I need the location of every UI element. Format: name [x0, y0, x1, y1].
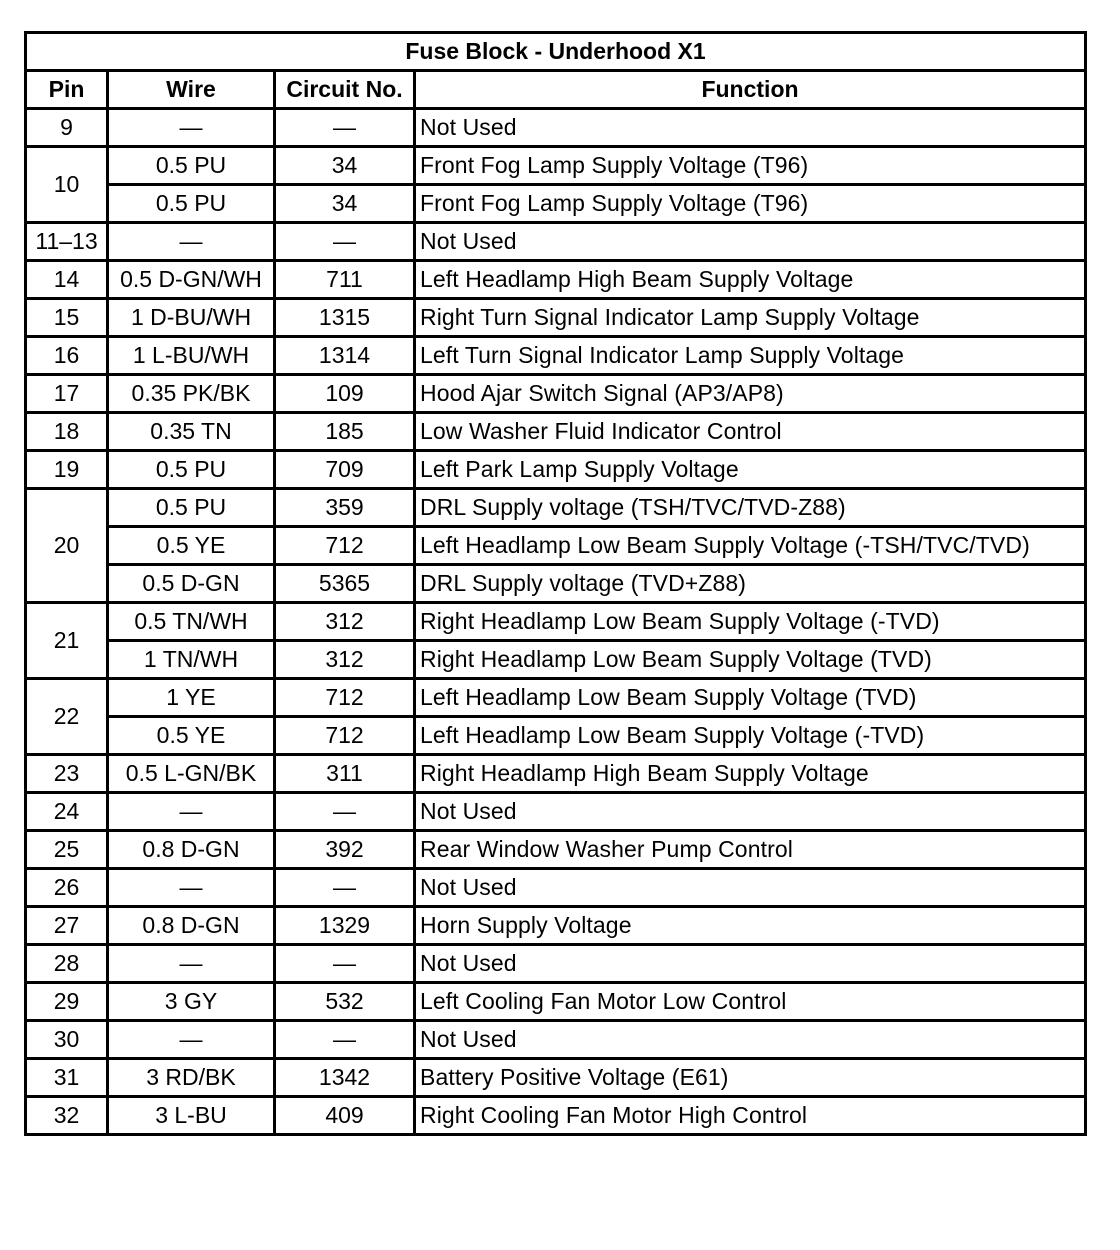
circuit-cell: —	[275, 945, 415, 983]
function-cell: Rear Window Washer Pump Control	[415, 831, 1086, 869]
function-cell: Not Used	[415, 793, 1086, 831]
function-cell: Battery Positive Voltage (E61)	[415, 1059, 1086, 1097]
table-title: Fuse Block - Underhood X1	[26, 33, 1086, 71]
table-row	[26, 527, 1086, 565]
pin-cell: 27	[26, 907, 108, 945]
wire-cell: 0.5 PU	[108, 185, 275, 223]
function-cell: Right Headlamp High Beam Supply Voltage	[415, 755, 1086, 793]
function-cell: Right Turn Signal Indicator Lamp Supply Voltage	[415, 299, 1086, 337]
function-cell: Left Headlamp High Beam Supply Voltage	[415, 261, 1086, 299]
wire-cell: 3 RD/BK	[108, 1059, 275, 1097]
function-cell: DRL Supply voltage (TVD+Z88)	[415, 565, 1086, 603]
title-row	[26, 33, 1086, 71]
function-cell: Not Used	[415, 1021, 1086, 1059]
circuit-cell: 409	[275, 1097, 415, 1135]
wire-cell: 1 L-BU/WH	[108, 337, 275, 375]
pin-cell: 11–13	[26, 223, 108, 261]
wire-cell: 0.8 D-GN	[108, 831, 275, 869]
table-row	[26, 223, 1086, 261]
wire-cell: 3 GY	[108, 983, 275, 1021]
table-row	[26, 565, 1086, 603]
table-row	[26, 299, 1086, 337]
pin-cell: 17	[26, 375, 108, 413]
function-cell: Horn Supply Voltage	[415, 907, 1086, 945]
function-cell: Left Cooling Fan Motor Low Control	[415, 983, 1086, 1021]
pin-cell: 19	[26, 451, 108, 489]
wire-cell: 0.5 PU	[108, 147, 275, 185]
function-cell: Front Fog Lamp Supply Voltage (T96)	[415, 147, 1086, 185]
header-pin: Pin	[26, 71, 108, 109]
table-row	[26, 1021, 1086, 1059]
circuit-cell: 1342	[275, 1059, 415, 1097]
table-row	[26, 1059, 1086, 1097]
pin-cell: 20	[26, 489, 108, 603]
table-row	[26, 337, 1086, 375]
circuit-cell: —	[275, 793, 415, 831]
table-row	[26, 147, 1086, 185]
circuit-cell: 712	[275, 527, 415, 565]
wire-cell: 0.5 D-GN	[108, 565, 275, 603]
table-row	[26, 185, 1086, 223]
function-cell: Not Used	[415, 869, 1086, 907]
function-cell: Left Headlamp Low Beam Supply Voltage (-TVD)	[415, 717, 1086, 755]
function-cell: DRL Supply voltage (TSH/TVC/TVD-Z88)	[415, 489, 1086, 527]
circuit-cell: 1314	[275, 337, 415, 375]
table-row	[26, 451, 1086, 489]
wire-cell: 0.8 D-GN	[108, 907, 275, 945]
header-circuit: Circuit No.	[275, 71, 415, 109]
pin-cell: 22	[26, 679, 108, 755]
circuit-cell: 312	[275, 603, 415, 641]
pin-cell: 29	[26, 983, 108, 1021]
circuit-cell: 712	[275, 717, 415, 755]
table-row	[26, 831, 1086, 869]
function-cell: Left Headlamp Low Beam Supply Voltage (TVD)	[415, 679, 1086, 717]
function-cell: Left Headlamp Low Beam Supply Voltage (-TSH/TVC/TVD)	[415, 527, 1086, 565]
table-row	[26, 755, 1086, 793]
circuit-cell: 532	[275, 983, 415, 1021]
header-row	[26, 71, 1086, 109]
wire-cell: 0.5 YE	[108, 717, 275, 755]
wire-cell: 1 TN/WH	[108, 641, 275, 679]
pin-cell: 16	[26, 337, 108, 375]
circuit-cell: 34	[275, 185, 415, 223]
table-row	[26, 793, 1086, 831]
pin-cell: 25	[26, 831, 108, 869]
wire-cell: —	[108, 945, 275, 983]
circuit-cell: 712	[275, 679, 415, 717]
function-cell: Left Turn Signal Indicator Lamp Supply Voltage	[415, 337, 1086, 375]
pin-cell: 32	[26, 1097, 108, 1135]
table-row	[26, 679, 1086, 717]
function-cell: Not Used	[415, 223, 1086, 261]
table-row	[26, 413, 1086, 451]
circuit-cell: —	[275, 223, 415, 261]
wire-cell: 0.5 L-GN/BK	[108, 755, 275, 793]
wire-cell: 3 L-BU	[108, 1097, 275, 1135]
wire-cell: —	[108, 793, 275, 831]
document-page	[24, 31, 1087, 1136]
pin-cell: 9	[26, 109, 108, 147]
circuit-cell: 312	[275, 641, 415, 679]
function-cell: Right Headlamp Low Beam Supply Voltage (-TVD)	[415, 603, 1086, 641]
wire-cell: 0.35 PK/BK	[108, 375, 275, 413]
table-row	[26, 869, 1086, 907]
circuit-cell: 1329	[275, 907, 415, 945]
table-row	[26, 717, 1086, 755]
fuse-block-table	[24, 31, 1087, 1136]
circuit-cell: 34	[275, 147, 415, 185]
table-row	[26, 489, 1086, 527]
pin-cell: 10	[26, 147, 108, 223]
wire-cell: 0.5 PU	[108, 489, 275, 527]
table-row	[26, 109, 1086, 147]
wire-cell: 1 D-BU/WH	[108, 299, 275, 337]
table-row	[26, 1097, 1086, 1135]
pin-cell: 31	[26, 1059, 108, 1097]
table-row	[26, 641, 1086, 679]
wire-cell: —	[108, 223, 275, 261]
table-row	[26, 261, 1086, 299]
circuit-cell: 392	[275, 831, 415, 869]
function-cell: Low Washer Fluid Indicator Control	[415, 413, 1086, 451]
pin-cell: 21	[26, 603, 108, 679]
circuit-cell: —	[275, 869, 415, 907]
function-cell: Not Used	[415, 945, 1086, 983]
wire-cell: —	[108, 1021, 275, 1059]
table-row	[26, 907, 1086, 945]
function-cell: Right Headlamp Low Beam Supply Voltage (TVD)	[415, 641, 1086, 679]
table-row	[26, 983, 1086, 1021]
wire-cell: 0.35 TN	[108, 413, 275, 451]
wire-cell: —	[108, 869, 275, 907]
wire-cell: 1 YE	[108, 679, 275, 717]
table-row	[26, 375, 1086, 413]
function-cell: Left Park Lamp Supply Voltage	[415, 451, 1086, 489]
wire-cell: 0.5 PU	[108, 451, 275, 489]
circuit-cell: —	[275, 1021, 415, 1059]
pin-cell: 30	[26, 1021, 108, 1059]
pin-cell: 23	[26, 755, 108, 793]
pin-cell: 26	[26, 869, 108, 907]
circuit-cell: 109	[275, 375, 415, 413]
circuit-cell: 185	[275, 413, 415, 451]
header-wire: Wire	[108, 71, 275, 109]
circuit-cell: 5365	[275, 565, 415, 603]
circuit-cell: 711	[275, 261, 415, 299]
circuit-cell: 709	[275, 451, 415, 489]
table-row	[26, 603, 1086, 641]
table-body	[26, 109, 1086, 1135]
pin-cell: 28	[26, 945, 108, 983]
wire-cell: —	[108, 109, 275, 147]
header-function: Function	[415, 71, 1086, 109]
wire-cell: 0.5 TN/WH	[108, 603, 275, 641]
wire-cell: 0.5 D-GN/WH	[108, 261, 275, 299]
circuit-cell: 1315	[275, 299, 415, 337]
pin-cell: 24	[26, 793, 108, 831]
circuit-cell: 359	[275, 489, 415, 527]
table-row	[26, 945, 1086, 983]
function-cell: Not Used	[415, 109, 1086, 147]
function-cell: Hood Ajar Switch Signal (AP3/AP8)	[415, 375, 1086, 413]
function-cell: Front Fog Lamp Supply Voltage (T96)	[415, 185, 1086, 223]
circuit-cell: —	[275, 109, 415, 147]
pin-cell: 15	[26, 299, 108, 337]
function-cell: Right Cooling Fan Motor High Control	[415, 1097, 1086, 1135]
circuit-cell: 311	[275, 755, 415, 793]
pin-cell: 18	[26, 413, 108, 451]
wire-cell: 0.5 YE	[108, 527, 275, 565]
pin-cell: 14	[26, 261, 108, 299]
